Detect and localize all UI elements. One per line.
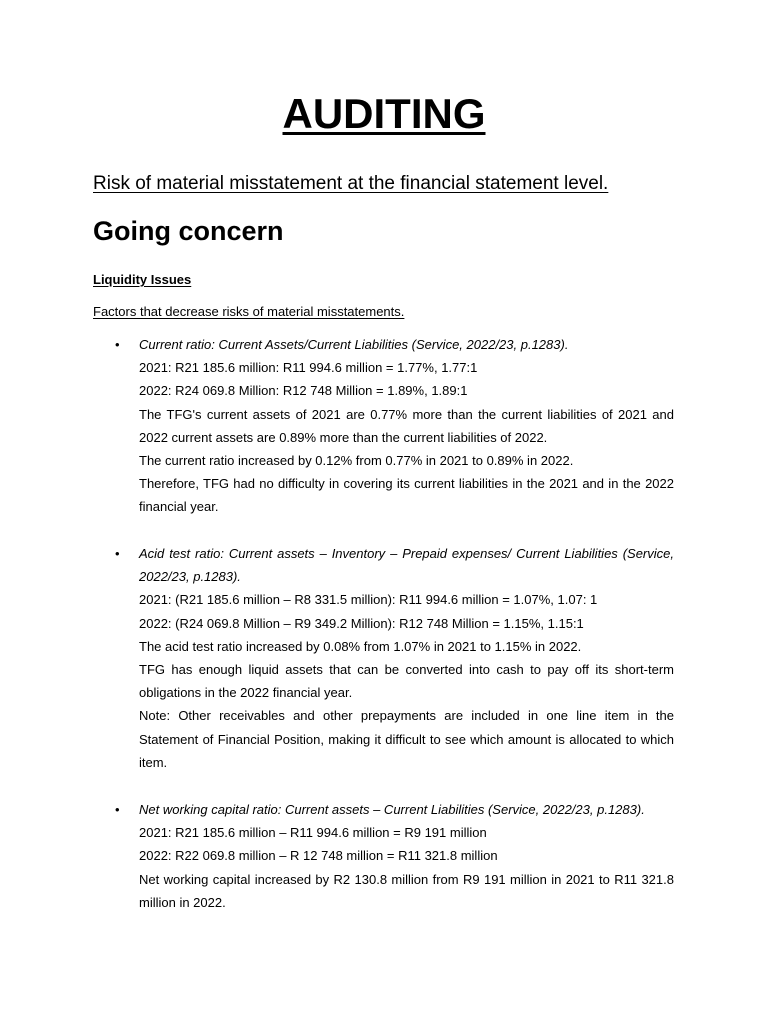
bullet-heading: Acid test ratio: Current assets – Inventory – Prepaid expenses/ Current Liabilities (Service, 2022/23, p.1283). <box>139 546 674 585</box>
intro-paragraph: Factors that decrease risks of material misstatements. <box>93 304 405 319</box>
bullet-line: Note: Other receivables and other prepayments are included in one line item in the Statement of Financial Position, making it difficult to see which amount is allocated to which item. <box>139 708 674 770</box>
bullet-line: 2022: R22 069.8 million – R 12 748 million = R11 321.8 million <box>139 848 498 864</box>
bullet-item-net-working-capital <box>115 798 674 914</box>
bullet-icon: • <box>115 337 120 352</box>
bullet-line: The current ratio increased by 0.12% from 0.77% in 2021 to 0.89% in 2022. <box>139 453 574 469</box>
bullet-line: 2021: R21 185.6 million – R11 994.6 million = R9 191 million <box>139 825 487 841</box>
bullet-line: Therefore, TFG had no difficulty in covering its current liabilities in the 2021 and in the 2022 financial year. <box>139 476 674 515</box>
bullet-line: TFG has enough liquid assets that can be converted into cash to pay off its short-term obligations in the 2022 financial year. <box>139 662 674 701</box>
bullet-heading: Net working capital ratio: Current assets – Current Liabilities (Service, 2022/23, p.1283). <box>139 802 645 817</box>
bullet-heading: Current ratio: Current Assets/Current Liabilities (Service, 2022/23, p.1283). <box>139 337 569 352</box>
bullet-line: 2022: (R24 069.8 Million – R9 349.2 Million): R12 748 Million = 1.15%, 1.15:1 <box>139 615 584 631</box>
bullet-line: The acid test ratio increased by 0.08% from 1.07% in 2021 to 1.15% in 2022. <box>139 638 582 654</box>
document-subtitle: Risk of material misstatement at the financial statement level. <box>93 173 609 194</box>
bullet-icon: • <box>115 546 120 561</box>
bullet-icon: • <box>115 802 120 817</box>
section-heading: Going concern <box>93 216 284 246</box>
bullet-line: Net working capital increased by R2 130.8 million from R9 191 million in 2021 to R11 321.8 million in 2022. <box>139 871 674 910</box>
bullet-line: 2021: (R21 185.6 million – R8 331.5 million): R11 994.6 million = 1.07%, 1.07: 1 <box>139 592 598 608</box>
bullet-item-current-ratio <box>115 333 674 519</box>
subsection-heading: Liquidity Issues <box>93 272 192 287</box>
bullet-item-acid-test-ratio <box>115 542 674 774</box>
bullet-line: 2022: R24 069.8 Million: R12 748 Million = 1.89%, 1.89:1 <box>139 383 468 399</box>
bullet-line: The TFG's current assets of 2021 are 0.77% more than the current liabilities of 2021 and 2022 current assets are 0.89% more than the current liabilities of 2022. <box>139 406 674 445</box>
bullet-line: 2021: R21 185.6 million: R11 994.6 million = 1.77%, 1.77:1 <box>139 360 478 376</box>
document-title: AUDITING <box>282 90 486 137</box>
